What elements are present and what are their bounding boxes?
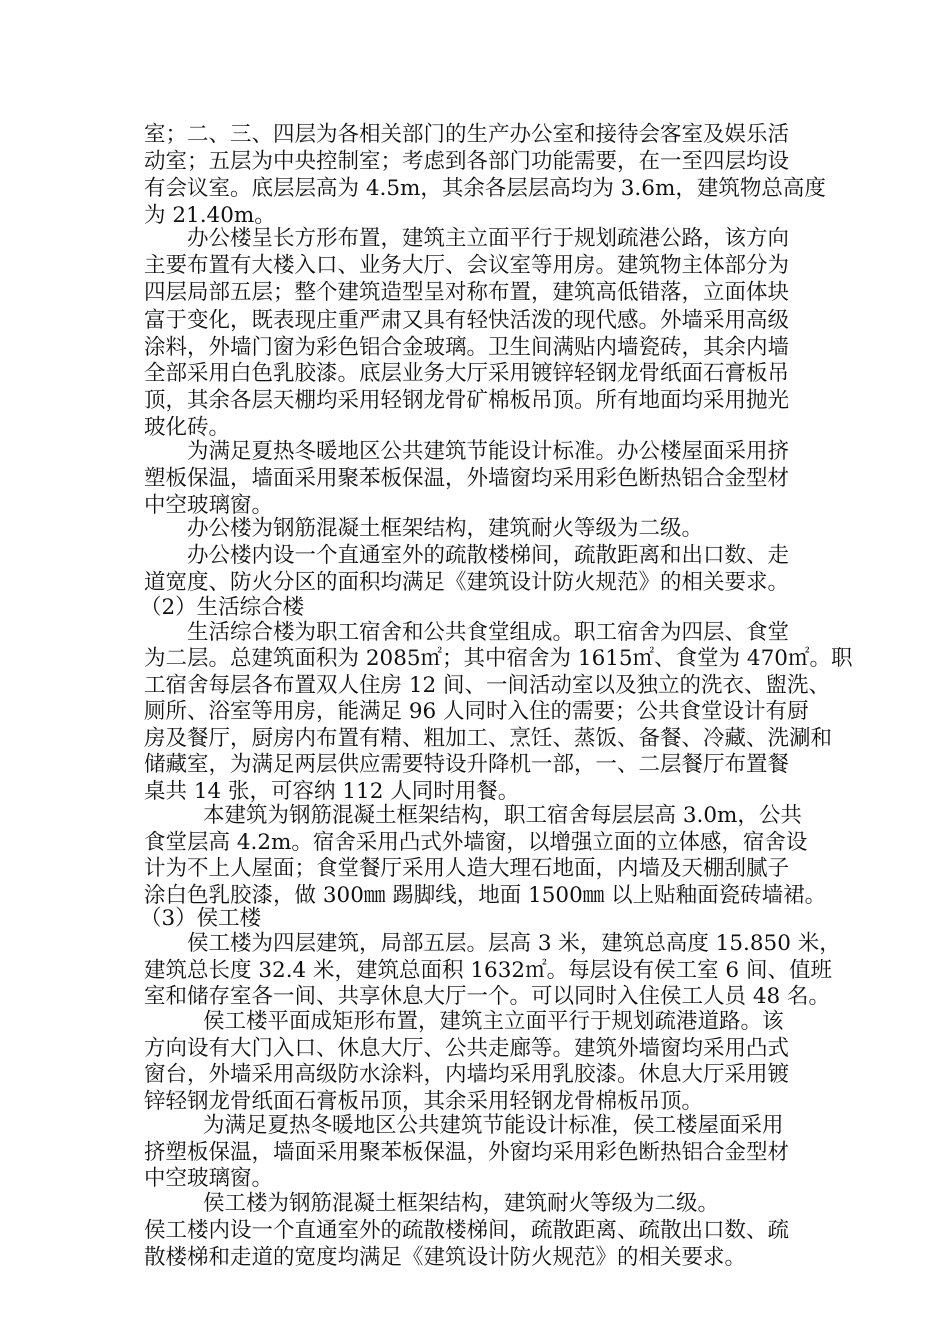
text-line: 建筑总长度 32.4 米，建筑总面积 1632㎡。每层设有侯工室 6 间、值班	[144, 958, 832, 983]
text-line: 有会议室。底层层高为 4.5m，其余各层层高均为 3.6m，建筑物总高度	[144, 176, 826, 201]
text-line: 为二层。总建筑面积为 2085㎡；其中宿舍为 1615㎡、食堂为 470㎡。职	[144, 646, 853, 671]
text-line: 本建筑为钢筋混凝土框架结构，职工宿舍每层层高 3.0m，公共	[203, 803, 802, 828]
text-line: 侯工楼平面成矩形布置，建筑主立面平行于规划疏港道路。该	[203, 1009, 784, 1034]
text-line: 涂料，外墙门窗为彩色铝合金玻璃。卫生间满贴内墙瓷砖，其余内墙	[144, 335, 790, 360]
text-line: 挤塑板保温，墙面采用聚苯板保温，外窗均采用彩色断热铝合金型材	[144, 1140, 790, 1165]
text-line: 窗台，外墙采用高级防水涂料，内墙均采用乳胶漆。休息大厅采用镀	[144, 1062, 790, 1087]
text-line: 办公楼内设一个直通室外的疏散楼梯间，疏散距离和出口数、走	[187, 543, 790, 568]
text-line: 储藏室，为满足两层供应需要特设升降机一部，一、二层餐厅布置餐	[144, 752, 790, 777]
text-line: 桌共 14 张，可容纳 112 人同时用餐。	[144, 779, 520, 804]
text-line: 生活综合楼为职工宿舍和公共食堂组成。职工宿舍为四层、食堂	[187, 620, 790, 645]
text-line: 富于变化，既表现庄重严肃又具有轻快活泼的现代感。外墙采用高级	[144, 308, 790, 333]
text-line: 散楼梯和走道的宽度均满足《建筑设计防火规范》的相关要求。	[144, 1245, 747, 1270]
text-line: 计为不上人屋面；食堂餐厅采用人造大理石地面，内墙及天棚刮腻子	[144, 856, 790, 881]
text-line: 为满足夏热冬暖地区公共建筑节能设计标准，侯工楼屋面采用	[203, 1113, 784, 1138]
text-line: 玻化砖。	[144, 415, 231, 440]
text-line: 室；二、三、四层为各相关部门的生产办公室和接待会客室及娱乐活	[144, 122, 790, 147]
text-line: 中空玻璃窗。	[144, 1166, 274, 1191]
text-line: 方向设有大门入口、休息大厅、公共走廊等。建筑外墙窗均采用凸式	[144, 1036, 790, 1061]
text-line: 四层局部五层；整个建筑造型呈对称布置，建筑高低错落，立面体块	[144, 280, 790, 305]
text-line: 侯工楼为四层建筑，局部五层。层高 3 米，建筑总高度 15.850 米，	[187, 931, 841, 956]
text-line: 为满足夏热冬暖地区公共建筑节能设计标准。办公楼屋面采用挤	[187, 439, 790, 464]
text-line: 侯工楼内设一个直通室外的疏散楼梯间，疏散距离、疏散出口数、疏	[144, 1218, 790, 1243]
text-line: 顶，其余各层天棚均采用轻钢龙骨矿棉板吊顶。所有地面均采用抛光	[144, 388, 790, 413]
text-line: 中空玻璃窗。	[144, 493, 274, 518]
section-heading: （3）侯工楼	[140, 906, 262, 931]
text-line: 工宿舍每层各布置双人住房 12 间、一间活动室以及独立的洗衣、盥洗、	[144, 673, 831, 698]
section-heading: （2）生活综合楼	[140, 595, 305, 620]
text-line: 办公楼呈长方形布置，建筑主立面平行于规划疏港公路，该方向	[187, 226, 790, 251]
text-line: 室和储存室各一间、共享休息大厅一个。可以同时入住侯工人员 48 名。	[144, 984, 831, 1009]
text-line: 道宽度、防火分区的面积均满足《建筑设计防火规范》的相关要求。	[144, 570, 790, 595]
text-line: 为 21.40m。	[144, 203, 276, 228]
text-line: 食堂层高 4.2m。宿舍采用凸式外墙窗，以增强立面的立体感，宿舍设	[144, 830, 808, 855]
text-line: 塑板保温，墙面采用聚苯板保温，外墙窗均采用彩色断热铝合金型材	[144, 466, 790, 491]
text-line: 办公楼为钢筋混凝土框架结构，建筑耐火等级为二级。	[187, 516, 704, 541]
text-line: 厕所、浴室等用房，能满足 96 人同时入住的需要；公共食堂设计有厨	[144, 699, 809, 724]
text-line: 全部采用白色乳胶漆。底层业务大厅采用镀锌轻钢龙骨纸面石膏板吊	[144, 361, 790, 386]
text-line: 涂白色乳胶漆，做 300㎜ 踢脚线，地面 1500㎜ 以上贴釉面瓷砖墙裙。	[144, 883, 827, 908]
text-line: 侯工楼为钢筋混凝土框架结构，建筑耐火等级为二级。	[203, 1191, 720, 1216]
text-line: 房及餐厅，厨房内布置有精、粗加工、烹饪、蒸饭、备餐、冷藏、洗涮和	[144, 726, 833, 751]
text-line: 动室；五层为中央控制室；考虑到各部门功能需要，在一至四层均设	[144, 149, 790, 174]
text-line: 主要布置有大楼入口、业务大厅、会议室等用房。建筑物主体部分为	[144, 253, 790, 278]
text-line: 锌轻钢龙骨纸面石膏板吊顶，其余采用轻钢龙骨棉板吊顶。	[144, 1089, 704, 1114]
